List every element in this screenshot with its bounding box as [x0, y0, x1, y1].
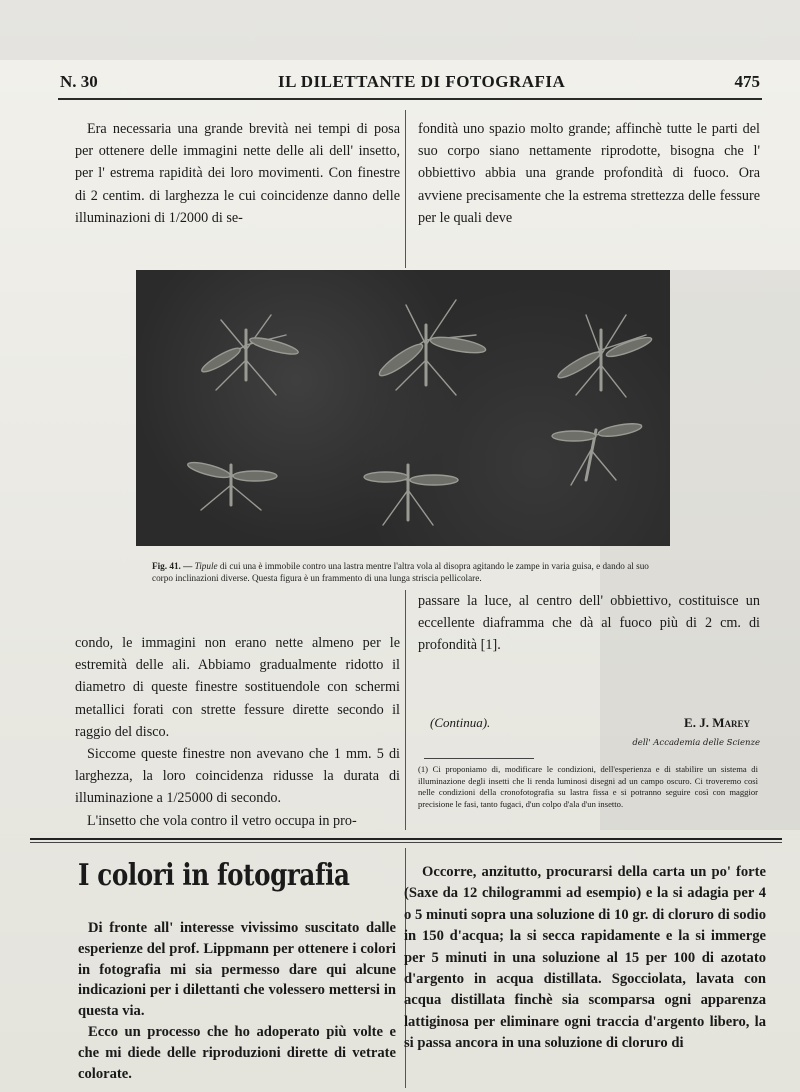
crane-fly-3 [556, 315, 654, 397]
column-divider-mid [405, 590, 406, 830]
figure-caption [152, 560, 672, 584]
footnote: (1) Ci proponiamo di, modificare le condizioni, dell'esperienza e di stabilire un sistema di illuminazione degli insetti che li renda luminosi disegni ad un campo oscuro. Ci troveremo così nelle condizioni della cronofotografia su lastra fissa e si potranno seguire così con maggior precisione le fasi, tanto fugaci, d'un colpo d'ala d'un insetto. [418, 764, 758, 809]
article-right-top-column [418, 118, 760, 229]
crane-fly-1 [199, 315, 299, 395]
running-head [60, 72, 760, 96]
article-left-mid-column [75, 632, 400, 832]
page-top-shading [0, 0, 800, 60]
continua-note: (Continua). [430, 715, 491, 730]
page-number: 475 [734, 72, 760, 91]
article-right-mid-column [418, 590, 760, 657]
paragraph: Ecco un processo che ho adoperato più volte e che mi diede delle riproduzioni dirette di vetrate colorate. [78, 1023, 396, 1082]
footnote-rule [424, 758, 534, 759]
paragraph: passare la luce, al centro dell' obbiettivo, costituisce un eccellente diaframma che dà al fuoco più di 2 cm. di profondità [1]. [418, 593, 760, 654]
crane-fly-figure [136, 270, 670, 546]
figure-italic-word: Tipule [194, 561, 218, 571]
insect-photograph [136, 270, 670, 546]
issue-number: N. 30 [60, 72, 98, 91]
crane-fly-4 [186, 459, 277, 510]
section-divider [30, 838, 782, 840]
article-left-top-column [75, 118, 400, 229]
figure-caption-text: di cui una è immobile contro una lastra mentre l'altra vola al disopra agitando le zampe in varia guisa, e dando al suo corpo inclinazioni diverse. Questa figura è un frammento di una lunga striscia pellicolare. [152, 561, 649, 583]
author-affiliation: dell' Accademia delle Scienze [632, 738, 760, 748]
paragraph: L'insetto che vola contro il vetro occupa in pro- [87, 812, 357, 829]
section-divider-thin [30, 842, 782, 843]
section-left-column [78, 918, 396, 1084]
paragraph: fondità uno spazio molto grande; affinchè tutte le parti del suo corpo siano nettamente riprodotte, bisogna che l' obbiettivo abbia una grande profondità di fuoco. Ora avviene precisamente che la estrema strettezza delle fessure per le quali deve [418, 121, 760, 226]
figure-label: Fig. 41. — [152, 561, 193, 571]
journal-title: IL DILETTANTE DI FOTOGRAFIA [278, 72, 566, 91]
paragraph: Era necessaria una grande brevità nei tempi di posa per ottenere delle immagini nette delle ali dell' insetto, per l' estrema rapidità dei loro movimenti. Con finestre di 2 centim. di larghezza le cui coincidenze danno delle illuminazioni di 1/2000 di se- [75, 121, 400, 226]
paragraph: Di fronte all' interesse vivissimo suscitato dalle esperienze del prof. Lippmann per ottenere i colori in fotografia mi sia permesso dare qui alcune indicazioni per i dilettanti che volessero mettersi in questa via. [78, 920, 396, 1020]
crane-fly-6 [552, 421, 643, 485]
crane-fly-5 [364, 465, 458, 525]
paragraph: Occorre, anzitutto, procurarsi della carta un po' forte (Saxe da 12 chilogrammi ad esempio) e la si adagia per 4 o 5 minuti sopra una soluzione di 10 gr. di cloruro di sodio in 150 d'acqua; la si secca rapidamente e la si immerge per 5 minuti in una soluzione al 15 per 100 di azotato d'argento in acqua distillata. Sgocciolata, lavata con acqua distillata finchè sia scomparsa ogni apparenza lattiginosa per eliminare ogni traccia d'argento libero, la si passa ancora in una soluzione di cloruro di [404, 864, 766, 1052]
paragraph: Siccome queste finestre non avevano che 1 mm. 5 di larghezza, la loro coincidenza ridusse la durata di illuminazione a 1/25000 di secondo. [75, 746, 400, 807]
column-divider-top [405, 110, 406, 268]
crane-fly-2 [376, 300, 486, 395]
article-signature [418, 715, 760, 739]
author-name: E. J. Marey [684, 715, 750, 730]
section-title: I colori in fotografia [78, 858, 350, 893]
paragraph: condo, le immagini non erano nette almeno per le estremità delle ali. Abbiamo gradualmente ridotto il diametro di queste finestre sostituendole con schermi metallici forati con strette fessure dirette secondo il raggio del disco. [75, 635, 400, 740]
section-right-column [404, 862, 766, 1055]
header-rule [58, 98, 762, 100]
